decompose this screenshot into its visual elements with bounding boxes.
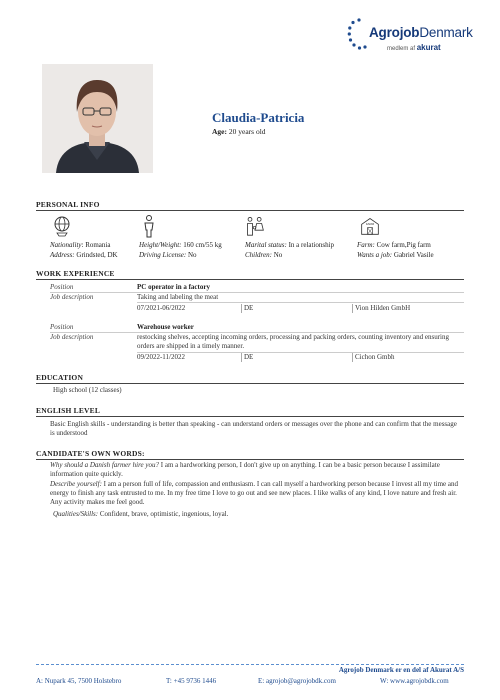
section-divider xyxy=(36,459,464,460)
company-logo xyxy=(347,16,477,54)
info-marital-status: Marital status: In a relationship Children: No xyxy=(245,241,335,259)
section-heading-work-experience: WORK EXPERIENCE xyxy=(36,269,115,278)
row-divider xyxy=(137,352,464,353)
section-heading-english-level: ENGLISH LEVEL xyxy=(36,406,101,415)
info-farm: Farm: Cow farm,Pig farm Wants a job: Gabriel Vasile xyxy=(357,241,434,259)
job-title: PC operator in a factory xyxy=(137,283,210,291)
column-divider xyxy=(352,304,353,313)
section-divider xyxy=(36,383,464,384)
footer-email[interactable]: E: agrojob@agrojobdk.com xyxy=(258,677,336,685)
farm-icon xyxy=(360,214,380,238)
job-dates: 07/2021-06/2022 xyxy=(137,304,186,312)
logo-subline: medlem af akurat xyxy=(387,43,441,52)
section-heading-education: EDUCATION xyxy=(36,373,84,382)
candidate-name: Claudia-Patricia xyxy=(212,110,305,125)
position-label: Position xyxy=(50,323,74,331)
eu-stars-icon xyxy=(347,16,371,52)
footer-divider xyxy=(36,664,464,665)
footer-website[interactable]: W: www.agrojobdk.com xyxy=(380,677,449,685)
job-description: Taking and labeling the meat xyxy=(137,293,219,301)
globe-icon xyxy=(52,214,72,238)
person-icon xyxy=(139,214,159,238)
footer-address: A: Nupark 45, 7500 Holstebro xyxy=(36,677,122,685)
footer-tagline: Agrojob Denmark er en del af Akurat A/S xyxy=(338,666,464,674)
job-company: Cichon Gmbh xyxy=(355,353,395,361)
job-description-label: Job description xyxy=(50,293,94,301)
job-country: DE xyxy=(244,353,254,361)
candidate-answer-describe: Describe yourself: I am a person full of life, compassion and enthusiasm. I can call myself a hardworking person because I invest all my time and energy to finish any task entrusted to me. In my free time I love to go out and see new places. I like walks of any kind, I love nature and fresh air. Any activity makes me feel good. xyxy=(50,480,459,506)
section-divider xyxy=(36,210,464,211)
footer-phone: T: +45 9736 1446 xyxy=(166,677,217,685)
english-level-text: Basic English skills - understanding is better than speaking - can understand orders or messages over the phone and can confirm that the message is understood xyxy=(50,420,457,437)
position-label: Position xyxy=(50,283,74,291)
candidate-answer-skills: Qualities/Skills: Confident, brave, optimistic, ingenious, loyal. xyxy=(53,510,229,518)
candidate-photo xyxy=(42,64,153,173)
candidate-answer-hire: Why should a Danish farmer hire you? I am a hardworking person, I don't give up on anything. I can be a basic person because I assimilate information quite quickly. xyxy=(50,461,440,478)
row-divider xyxy=(137,302,464,303)
family-icon xyxy=(245,214,265,238)
job-description: restocking shelves, accepting incoming orders, processing and packing orders, counting inventory and ensuring orders are shipped in a timely manner. xyxy=(137,333,450,350)
section-divider xyxy=(36,279,464,280)
section-divider xyxy=(36,416,464,417)
job-title: Warehouse worker xyxy=(137,323,194,331)
svg-text:FARM: FARM xyxy=(365,222,375,227)
info-nationality: Nationality: Romania Address: Grindsted, DK xyxy=(50,241,118,259)
section-heading-candidate-words: CANDIDATE'S OWN WORDS: xyxy=(36,449,145,458)
column-divider xyxy=(352,353,353,362)
education-text: High school (12 classes) xyxy=(53,386,122,394)
job-description-label: Job description xyxy=(50,333,94,341)
job-country: DE xyxy=(244,304,254,312)
job-company: Vion Hilden GmbH xyxy=(355,304,411,312)
section-heading-personal-info: PERSONAL INFO xyxy=(36,200,100,209)
column-divider xyxy=(241,353,242,362)
job-dates: 09/2022-11/2022 xyxy=(137,353,185,361)
logo-wordmark: AgrojobDenmark xyxy=(369,25,473,40)
info-height-weight: Height/Weight: 160 cm/55 kg Driving License: No xyxy=(139,241,222,259)
column-divider xyxy=(241,304,242,313)
candidate-age: Age: 20 years old xyxy=(212,127,266,136)
